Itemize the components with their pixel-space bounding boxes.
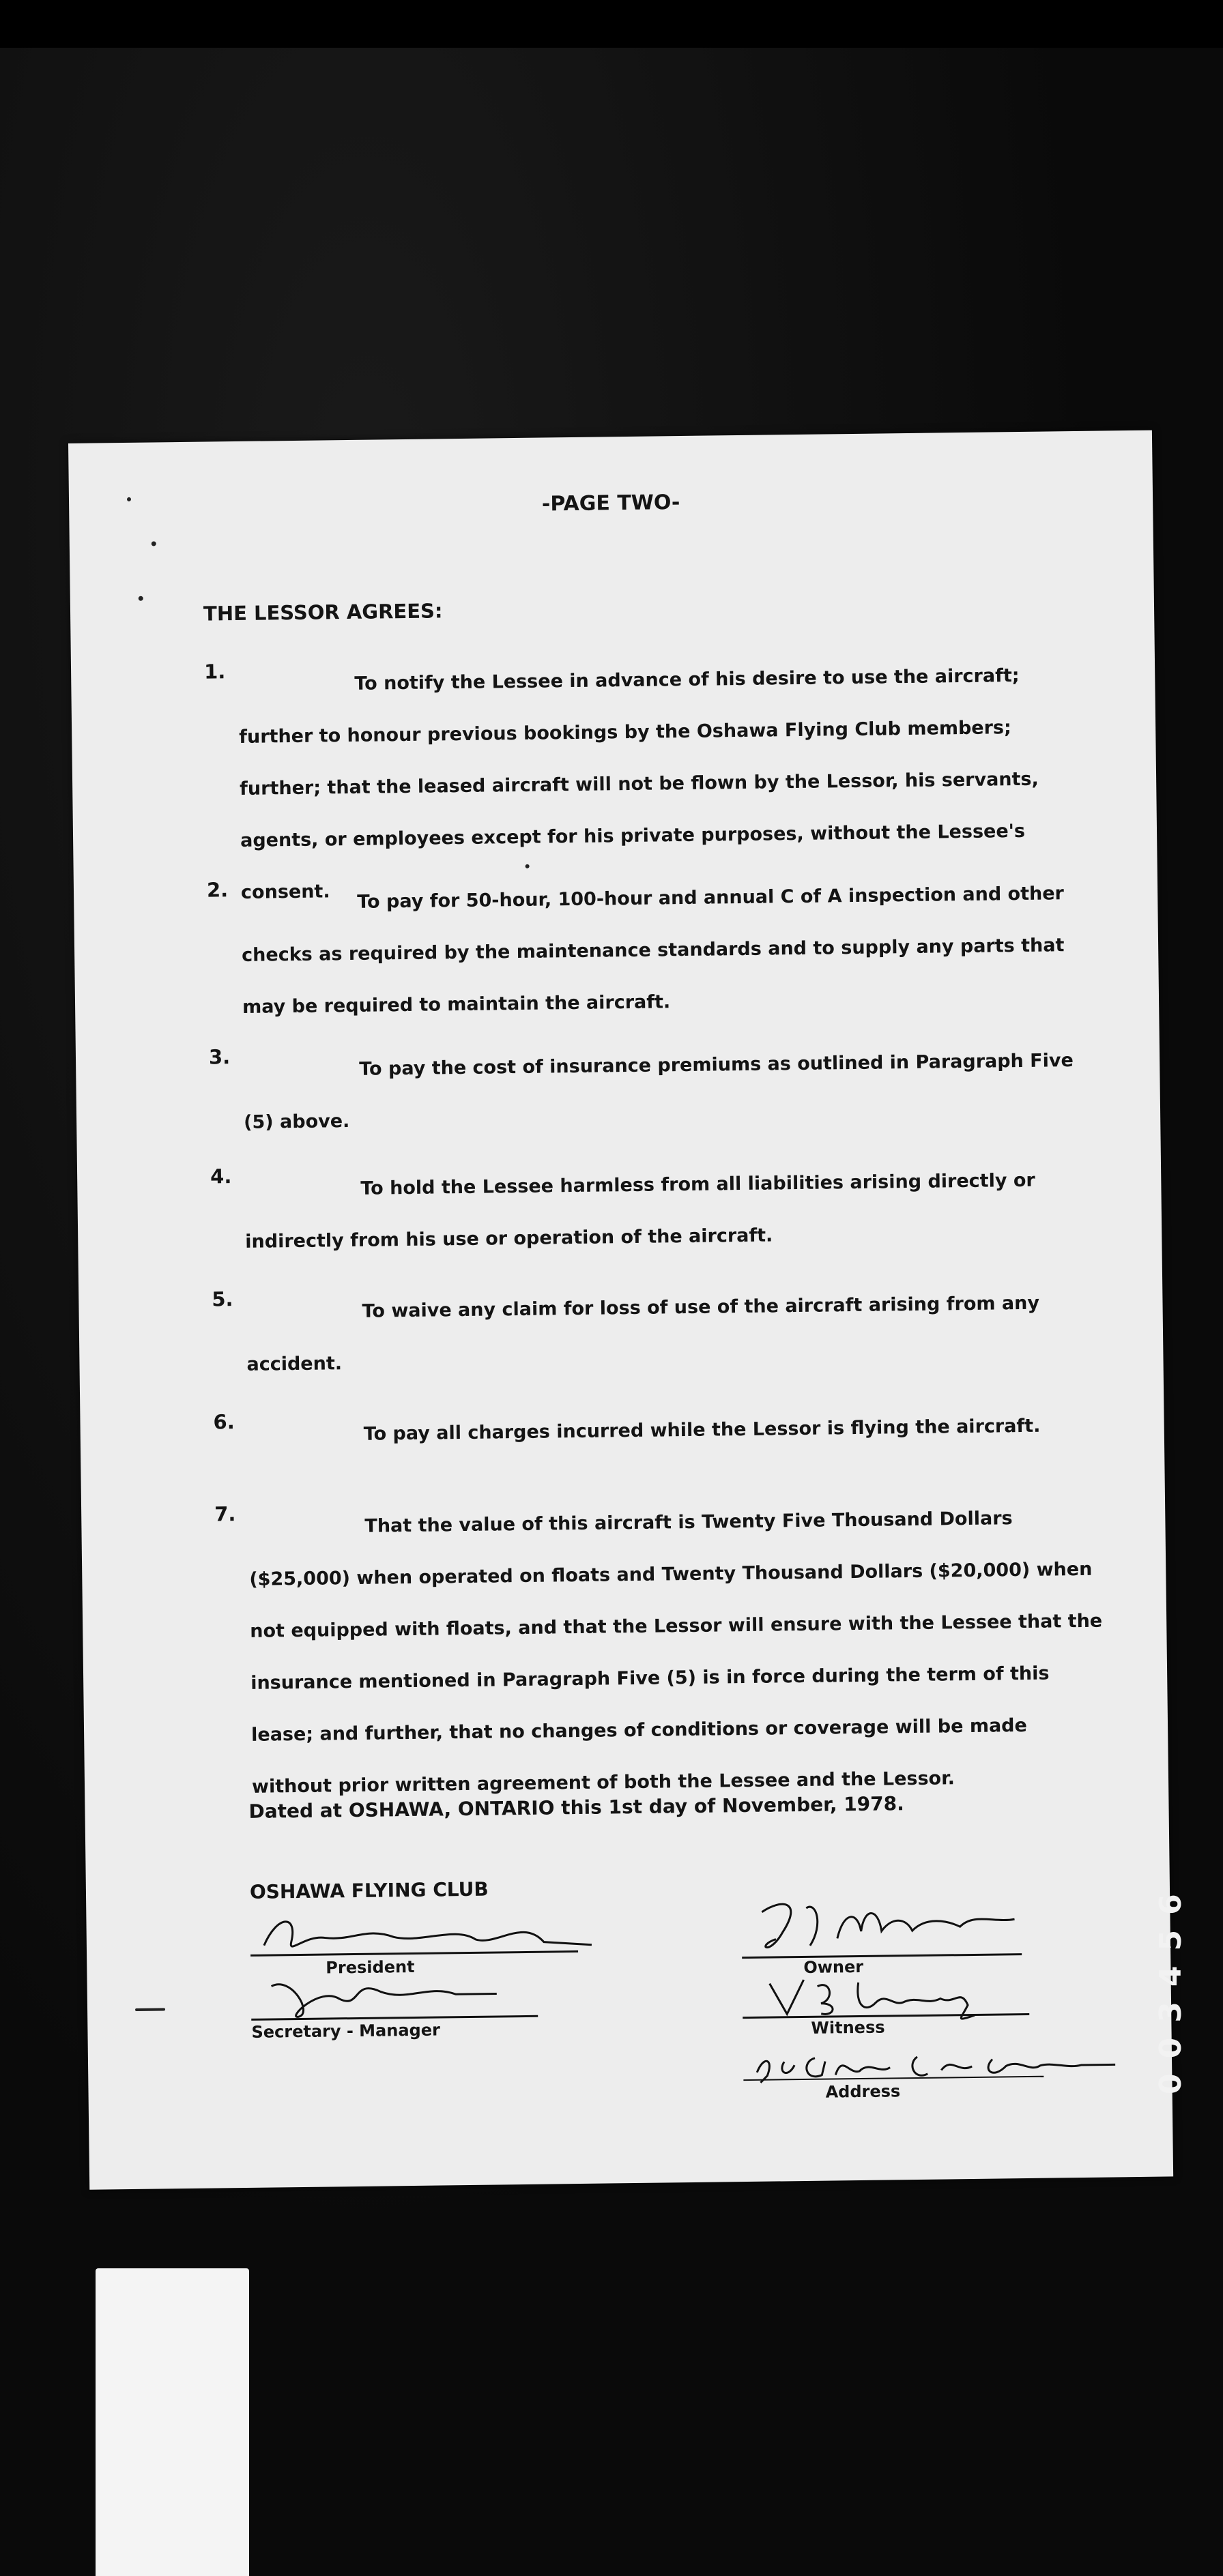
secretary-label: Secretary - Manager xyxy=(251,2020,440,2042)
clause-7 xyxy=(214,1492,1105,1814)
clause-number: 3. xyxy=(208,1045,231,1069)
clause-number: 5. xyxy=(212,1287,233,1311)
speck xyxy=(139,596,143,601)
frame-number-text: 003456 xyxy=(1153,1879,1188,2094)
clause-2 xyxy=(207,868,1096,1034)
film-top-strip xyxy=(0,0,1223,48)
clause-number: 7. xyxy=(214,1502,236,1526)
film-leader-block xyxy=(96,2268,249,2576)
witness-signature xyxy=(756,1963,1043,2028)
clause-number: 1. xyxy=(203,660,226,684)
page-title: -PAGE TWO- xyxy=(541,491,680,516)
speck xyxy=(152,541,156,546)
dated-line: Dated at OSHAWA, ONTARIO this 1st day of November, 1978. xyxy=(248,1792,904,1823)
clause-number: 6. xyxy=(213,1410,235,1434)
owner-label: Owner xyxy=(803,1957,864,1978)
clause-4 xyxy=(210,1154,1099,1269)
address-handwriting xyxy=(747,2030,1130,2090)
section-heading: THE LESSOR AGREES: xyxy=(203,599,443,626)
club-name: OSHAWA FLYING CLUB xyxy=(249,1877,489,1903)
witness-label: Witness xyxy=(811,2017,885,2038)
clause-number: 4. xyxy=(210,1165,232,1188)
clause-text: To waive any claim for loss of use of the aircraft arising from any accident. xyxy=(246,1292,1040,1375)
clause-5 xyxy=(212,1277,1100,1392)
clause-text: To pay all charges incurred while the Lessor is flying the aircraft. xyxy=(363,1415,1041,1445)
clause-3 xyxy=(209,1035,1097,1150)
clause-text: To hold the Lessee harmless from all liabilities arising directly or indirectly from his use or operation of the aircraft. xyxy=(245,1169,1035,1253)
clause-6 xyxy=(213,1400,1101,1463)
clause-number: 2. xyxy=(206,878,229,902)
president-label: President xyxy=(326,1957,415,1978)
clause-text: To notify the Lessee in advance of his desire to use the aircraft; further to honour previous bookings by the Oshawa Flying Club members; further; that the leased aircraft will not be flown by the Lessor, his servants, agents, or employees except for his private purposes, without the Lessee's consent. xyxy=(239,665,1039,903)
address-label: Address xyxy=(825,2081,901,2102)
clause-text: To pay the cost of insurance premiums as outlined in Paragraph Five (5) above. xyxy=(243,1050,1074,1133)
president-signature xyxy=(250,1904,605,1970)
film-frame-number xyxy=(1153,1808,1194,2094)
clause-text: That the value of this aircraft is Twenty Five Thousand Dollars ($25,000) when operated on floats and Twenty Thousand Dollars ($20,000) when not equipped with floats, and that the Lessor will ensure with the Lessee that the insurance mentioned in Paragraph Five (5) is in force during the term of this lease; and further, that no changes of conditions or coverage will be made without prior written agreement of both the Lessee and the Lessor. xyxy=(249,1508,1103,1798)
speck xyxy=(135,2008,165,2011)
clause-text: To pay for 50-hour, 100-hour and annual C of A inspection and other checks as required by the maintenance standards and to supply any parts that may be required to maintain the aircraft. xyxy=(241,883,1065,1018)
document-page xyxy=(68,430,1173,2190)
